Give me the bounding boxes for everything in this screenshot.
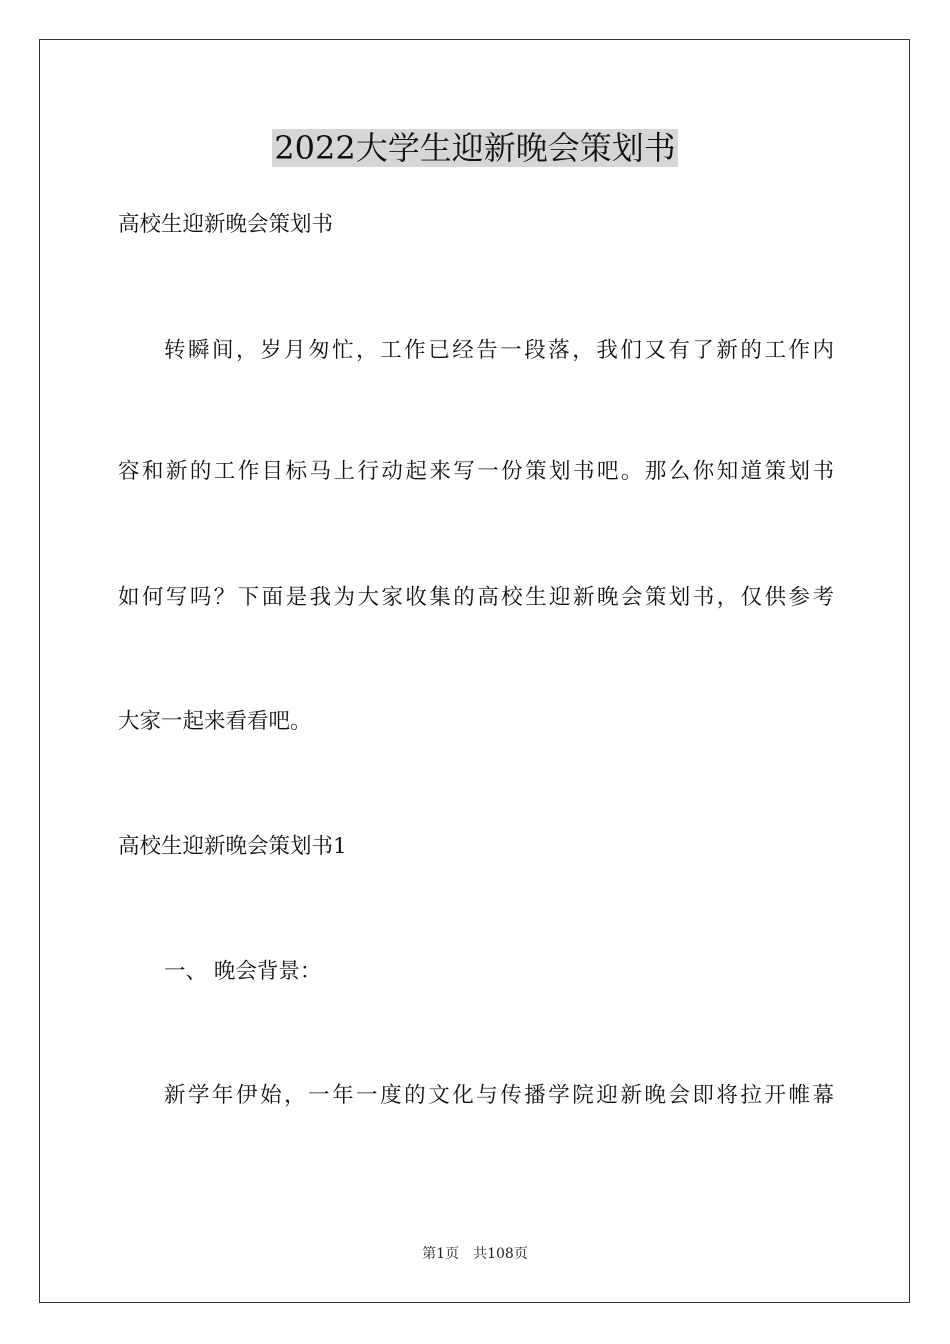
- page-number: 第1页: [422, 1246, 460, 1262]
- paragraph-line: 新学年伊始，一年一度的文化与传播学院迎新晚会即将拉开帷幕: [164, 1083, 834, 1108]
- page-footer: [0, 1244, 950, 1264]
- paragraph-line: 大家一起来看看吧。: [118, 709, 312, 734]
- subtitle-line: 高校生迎新晚会策划书: [118, 212, 334, 237]
- section-heading: 高校生迎新晚会策划书1: [118, 834, 347, 859]
- paragraph-line: 容和新的工作目标马上行动起来写一份策划书吧。那么你知道策划书: [118, 459, 834, 484]
- paragraph-line: 如何写吗？下面是我为大家收集的高校生迎新晚会策划书，仅供参考: [118, 585, 834, 610]
- document-title: [0, 126, 950, 170]
- document-title-text: 2022大学生迎新晚会策划书: [274, 129, 676, 167]
- page-total: 共108页: [473, 1246, 528, 1262]
- paragraph-line: 转瞬间，岁月匆忙，工作已经告一段落，我们又有了新的工作内: [164, 338, 834, 363]
- subsection-heading: 一、 晚会背景：: [164, 959, 322, 984]
